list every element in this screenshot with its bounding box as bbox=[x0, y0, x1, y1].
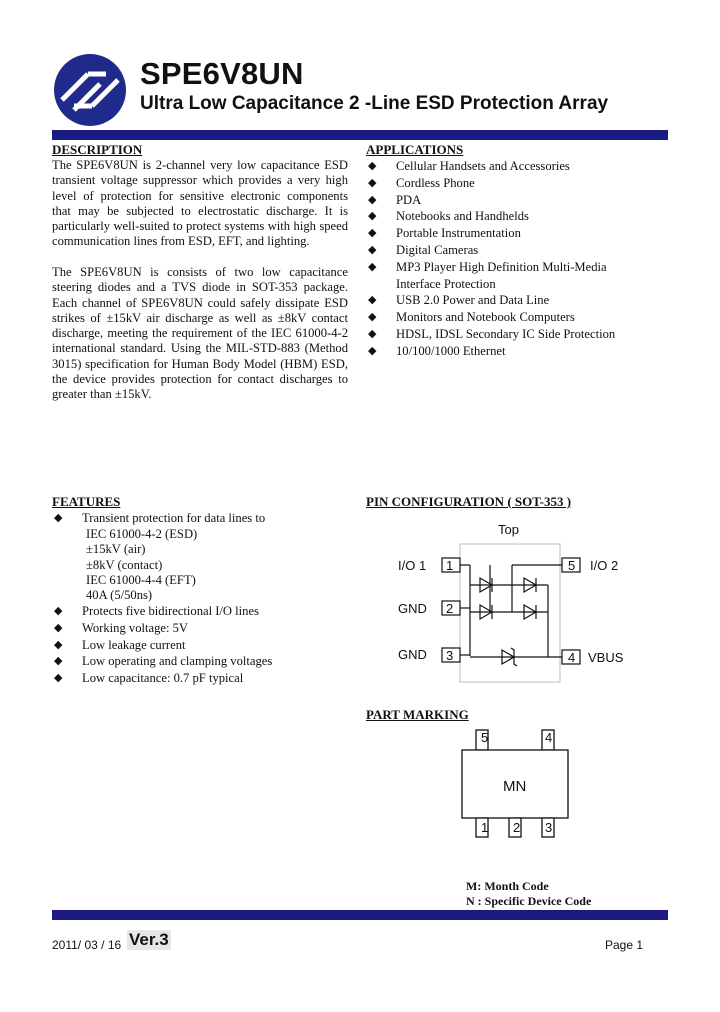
marking-pin-2-number: 2 bbox=[513, 820, 521, 835]
top-rule bbox=[52, 130, 668, 140]
list-item: ±8kV (contact) bbox=[86, 557, 163, 572]
marking-pin-4-number: 4 bbox=[545, 730, 553, 745]
description-heading: DESCRIPTION bbox=[52, 142, 143, 157]
pin-1-number: 1 bbox=[446, 558, 454, 573]
diamond-bullet-icon: ◆ bbox=[368, 243, 377, 256]
list-item: ◆ Working voltage: 5V bbox=[54, 620, 189, 635]
pin-3-number: 3 bbox=[446, 648, 454, 663]
features-list-rest bbox=[54, 603, 344, 687]
diamond-bullet-icon: ◆ bbox=[54, 638, 63, 651]
company-logo-icon bbox=[52, 52, 128, 128]
diamond-bullet-icon: ◆ bbox=[368, 260, 377, 273]
marking-pin-3-number: 3 bbox=[545, 820, 553, 835]
pin-5-number: 5 bbox=[568, 558, 576, 573]
diamond-bullet-icon: ◆ bbox=[368, 227, 377, 240]
footer-date: 2011/ 03 / 16 bbox=[52, 938, 122, 952]
diode-icon bbox=[480, 578, 536, 666]
list-item: ◆ Protects five bidirectional I/O lines bbox=[54, 604, 259, 618]
page-subtitle: Ultra Low Capacitance 2 -Line ESD Protection Array bbox=[140, 93, 609, 114]
diamond-bullet-icon: ◆ bbox=[54, 672, 63, 685]
list-item: ◆ HDSL, IDSL Secondary IC Side Protection bbox=[368, 326, 616, 341]
diamond-bullet-icon: ◆ bbox=[54, 605, 63, 617]
marking-legend-device: N : Specific Device Code bbox=[466, 894, 592, 908]
diamond-bullet-icon: ◆ bbox=[368, 344, 377, 357]
pin-5-label: I/O 2 bbox=[590, 558, 619, 573]
diamond-bullet-icon: ◆ bbox=[54, 655, 63, 668]
bottom-rule bbox=[52, 910, 668, 920]
description-paragraph-2: The SPE6V8UN is consists of two low capacitance steering diodes and a TVS diode in SOT-353 package. Each channel of SPE6V8UN could safely dissipate ESD strikes of ±15kV air discharge as well as ±8kV contact discharge, meeting the requirement of the IEC 61000-4-2 international standard. Using the MIL-STD-883 (Method 3015) specification for Human Body Model (HBM) ESD, the device provides protection for contact discharges to greater than ±15kV. bbox=[52, 265, 348, 402]
footer-version: Ver.3 bbox=[129, 930, 169, 949]
list-item: ◆ Digital Cameras bbox=[368, 242, 479, 257]
list-item: ◆ USB 2.0 Power and Data Line bbox=[368, 293, 550, 308]
list-item: IEC 61000-4-2 (ESD) bbox=[86, 527, 198, 541]
pin-4-number: 4 bbox=[568, 650, 576, 665]
list-item: ◆ Cellular Handsets and Accessories bbox=[368, 159, 570, 173]
diamond-bullet-icon: ◆ bbox=[54, 512, 63, 524]
list-item: ◆ Low capacitance: 0.7 pF typical bbox=[54, 671, 244, 686]
applications-heading: APPLICATIONS bbox=[366, 142, 464, 157]
pin-config-heading: PIN CONFIGURATION ( SOT-353 ) bbox=[366, 494, 572, 509]
features-sub-list bbox=[54, 527, 197, 603]
diamond-bullet-icon: ◆ bbox=[368, 176, 377, 189]
list-item: ◆ Transient protection for data lines to bbox=[54, 511, 266, 525]
list-item: ◆ Low leakage current bbox=[54, 637, 186, 652]
list-item: ◆ Portable Instrumentation bbox=[368, 226, 521, 241]
diamond-bullet-icon: ◆ bbox=[368, 327, 377, 340]
features-heading: FEATURES bbox=[52, 494, 121, 509]
list-item: ◆ MP3 Player High Definition Multi-Media Interface Protection bbox=[368, 259, 607, 291]
list-item: 40A (5/50ns) bbox=[86, 588, 153, 603]
list-item: ◆ Monitors and Notebook Computers bbox=[368, 310, 575, 325]
description-paragraph-1: The SPE6V8UN is 2-channel very low capacitance ESD transient voltage suppressor which provides a very high level of protection for sensitive electronic components that may be subjected to electrostatic discharge. It is particularly well-suited to protect systems with high speed communication lines from ESD, EFT, and lighting. bbox=[52, 158, 348, 249]
pin-3-label: GND bbox=[398, 647, 427, 662]
list-item: ◆ Cordless Phone bbox=[368, 175, 475, 190]
list-item: ◆ Low operating and clamping voltages bbox=[54, 654, 273, 669]
list-item: IEC 61000-4-4 (EFT) bbox=[86, 572, 196, 587]
diamond-bullet-icon: ◆ bbox=[368, 193, 377, 206]
features-list bbox=[54, 510, 344, 527]
part-marking-heading: PART MARKING bbox=[366, 707, 469, 722]
marking-pin-1-number: 1 bbox=[481, 820, 489, 835]
list-item: ◆ 10/100/1000 Ethernet bbox=[368, 343, 506, 358]
pin-4-label: VBUS bbox=[588, 650, 624, 665]
pin-2-label: GND bbox=[398, 601, 427, 616]
footer-page-number: Page 1 bbox=[605, 938, 644, 952]
part-number-title: SPE6V8UN bbox=[140, 56, 304, 91]
pin-1-label: I/O 1 bbox=[398, 558, 427, 573]
marking-code: MN bbox=[503, 778, 527, 795]
top-view-label: Top bbox=[498, 522, 519, 537]
list-item: ◆ PDA bbox=[368, 192, 422, 207]
marking-legend-month: M: Month Code bbox=[466, 879, 549, 893]
list-item: ◆ Notebooks and Handhelds bbox=[368, 209, 529, 224]
diamond-bullet-icon: ◆ bbox=[368, 294, 377, 307]
diamond-bullet-icon: ◆ bbox=[368, 160, 377, 172]
diamond-bullet-icon: ◆ bbox=[368, 210, 377, 223]
pin-2-number: 2 bbox=[446, 601, 454, 616]
list-item: ±15kV (air) bbox=[86, 542, 146, 557]
applications-list bbox=[368, 158, 658, 360]
diamond-bullet-icon: ◆ bbox=[368, 311, 377, 324]
marking-pin-5-number: 5 bbox=[481, 730, 489, 745]
diamond-bullet-icon: ◆ bbox=[54, 621, 63, 634]
